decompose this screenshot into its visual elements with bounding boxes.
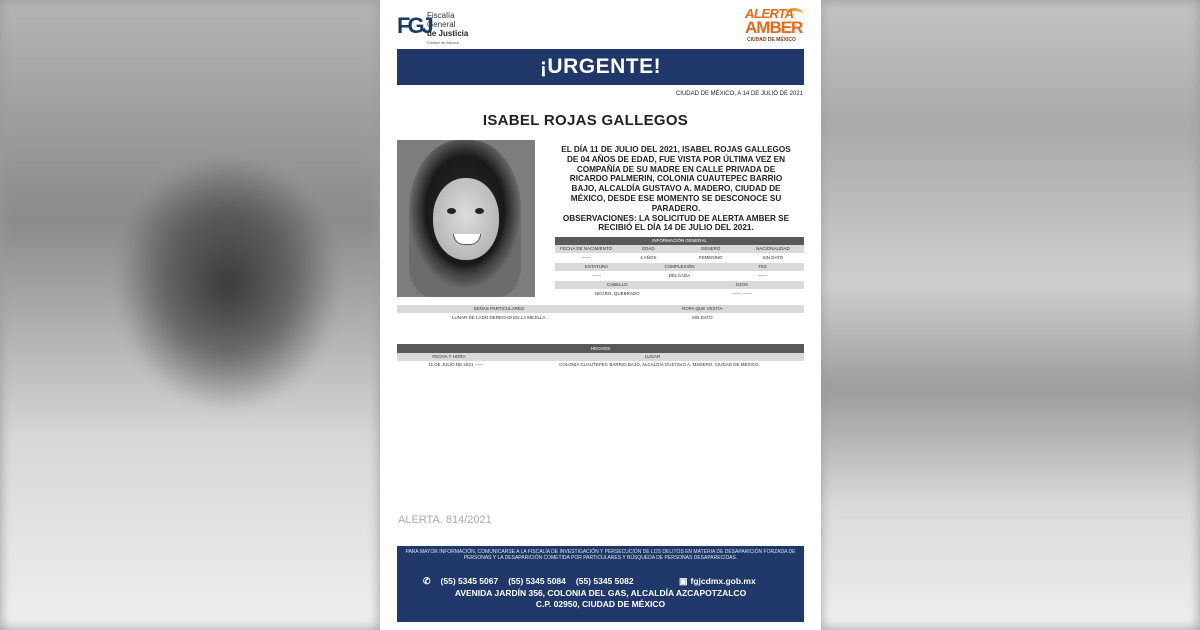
table-header-cell: ESTATURA bbox=[584, 264, 609, 269]
address-line2: C.P. 02950, CIUDAD DE MÉXICO bbox=[535, 599, 666, 609]
phone-number[interactable]: (55) 5345 5067 bbox=[440, 576, 499, 586]
background-right-blur bbox=[820, 0, 1200, 630]
table-header-cell: FECHA Y HORA bbox=[432, 354, 466, 359]
table-cell: ------ bbox=[592, 273, 601, 278]
description-block bbox=[560, 145, 792, 233]
table-header-cell: ROPA QUE VESTÍA bbox=[682, 306, 723, 311]
person-name: ISABEL ROJAS GALLEGOS bbox=[482, 112, 689, 129]
amber-line3: CIUDAD DE MÉXICO bbox=[747, 37, 796, 43]
observations-text: OBSERVACIONES: LA SOLICITUD DE ALERTA AMBER SE RECIBIÓ EL DÍA 14 DE JULIO DEL 2021. bbox=[562, 213, 790, 233]
table-row bbox=[397, 305, 804, 313]
background-left-blur bbox=[0, 0, 380, 630]
table-row bbox=[555, 281, 804, 289]
general-info-title: INFORMACIÓN GENERAL bbox=[555, 237, 804, 245]
table-row bbox=[555, 289, 804, 299]
table-cell: 11 DE JULIO DE 2021 ------ bbox=[428, 362, 484, 367]
marks-table bbox=[397, 305, 804, 323]
alert-number: ALERTA. 814/2021 bbox=[398, 514, 492, 526]
fgj-line3: de Justicia bbox=[427, 29, 469, 38]
table-row bbox=[397, 353, 804, 361]
footer-web bbox=[679, 576, 756, 587]
person-photo bbox=[397, 140, 535, 297]
table-row bbox=[555, 263, 804, 271]
table-row bbox=[397, 313, 804, 323]
photo-face bbox=[433, 178, 499, 260]
table-cell: SIN DATO bbox=[762, 255, 784, 260]
amber-alert-logo bbox=[745, 6, 805, 48]
fgj-mark: FGJ bbox=[397, 13, 431, 38]
table-cell: ------ bbox=[581, 255, 591, 260]
table-cell: ------ bbox=[758, 273, 767, 278]
table-cell: 4 AÑOS bbox=[640, 255, 657, 260]
hechos-title: HECHOS bbox=[397, 344, 804, 353]
contact-footer bbox=[397, 546, 804, 622]
address-line1: AVENIDA JARDÍN 356, COLONIA DEL GAS, ALCALDÍA AZCAPOTZALCO bbox=[454, 588, 747, 598]
web-icon: ▣ bbox=[679, 576, 688, 586]
urgent-banner: ¡URGENTE! bbox=[397, 49, 804, 85]
table-cell: SIN DATO bbox=[691, 315, 713, 320]
phone-number[interactable]: (55) 5345 5084 bbox=[508, 576, 566, 586]
table-header-cell: EDAD bbox=[642, 246, 655, 251]
table-cell: COLONIA CUAUTEPEC BARRIO BAJO, ALCALDÍA GUSTAVO A. MADERO, CIUDAD DE MÉXICO. bbox=[559, 362, 760, 367]
table-cell: ------, ------ bbox=[731, 291, 752, 296]
table-header-cell: GÉNERO bbox=[700, 246, 721, 251]
table-header-cell: COMPLEXIÓN bbox=[664, 264, 695, 269]
table-header-cell: NACIONALIDAD bbox=[755, 246, 790, 251]
table-cell: DELGADA bbox=[668, 273, 691, 278]
table-header-cell: SEÑAS PARTICULARES bbox=[473, 306, 525, 311]
photo-eye-left bbox=[447, 208, 456, 214]
table-row bbox=[555, 245, 804, 253]
table-row bbox=[555, 271, 804, 281]
table-header-cell: FECHA DE NACIMIENTO bbox=[560, 246, 613, 251]
table-cell: LUNAR DE LADO DERECHO EN LA MEJILLA bbox=[451, 315, 546, 320]
fgj-logo-text bbox=[427, 11, 468, 38]
general-info-table bbox=[555, 237, 804, 299]
table-header-cell: OJOS bbox=[735, 282, 748, 287]
description-text: EL DÍA 11 DE JULIO DEL 2021, ISABEL ROJAS GALLEGOS DE 04 AÑOS DE EDAD, FUE VISTA POR ÚLTIMA VEZ EN COMPAÑÍA DE SU MADRE EN CALLE PRIVADA DE RICARDO PALMERIN, COLONIA CUAUTEPEC BARRIO BAJO, ALCALDÍA GUSTAVO A. MADERO, CIUDAD DE MÉXICO, DESDE ESE MOMENTO SE DESCONOCE SU PARADERO. bbox=[561, 145, 791, 213]
table-header-cell: CABELLO bbox=[606, 282, 628, 287]
fgj-line2: General bbox=[427, 20, 456, 29]
photo-smile bbox=[453, 234, 481, 245]
table-header-cell: LUGAR bbox=[644, 354, 661, 359]
alert-poster bbox=[380, 0, 821, 630]
fgj-logo bbox=[397, 8, 487, 48]
footer-note: PARA MAYOR INFORMACIÓN, COMUNICARSE A LA FISCALÍA DE INVESTIGACIÓN Y PERSECUCIÓN DE LOS DELITOS EN MATERIA DE DESAPARICIÓN FORZADA DE PERSONAS Y LA DESAPARICIÓN COMETIDA POR PARTICULARES Y BÚSQUEDA DE PERSONAS DESAPARECIDAS. bbox=[405, 549, 796, 561]
photo-eye-right bbox=[475, 208, 484, 214]
table-row bbox=[555, 253, 804, 263]
table-cell: NEGRO, QUEBRADO bbox=[594, 291, 640, 296]
phone-number[interactable]: (55) 5345 5082 bbox=[575, 576, 634, 586]
phone-icon: ✆ bbox=[423, 576, 431, 586]
place-date: CIUDAD DE MÉXICO, A 14 DE JULIO DE 2021 bbox=[675, 91, 803, 97]
table-header-cell: TEZ bbox=[758, 264, 767, 269]
footer-phones bbox=[423, 576, 644, 587]
table-row bbox=[397, 361, 804, 369]
footer-address bbox=[397, 588, 804, 610]
table-cell: FEMENINO bbox=[698, 255, 723, 260]
hechos-table bbox=[397, 344, 804, 369]
fgj-logo-sub: Ciudad de México bbox=[427, 40, 460, 45]
website-link[interactable]: fgjcdmx.gob.mx bbox=[690, 576, 756, 586]
amber-line1: ALERTA bbox=[745, 6, 794, 21]
amber-line2: AMBER bbox=[745, 18, 803, 37]
fgj-line1: Fiscalía bbox=[427, 11, 455, 20]
